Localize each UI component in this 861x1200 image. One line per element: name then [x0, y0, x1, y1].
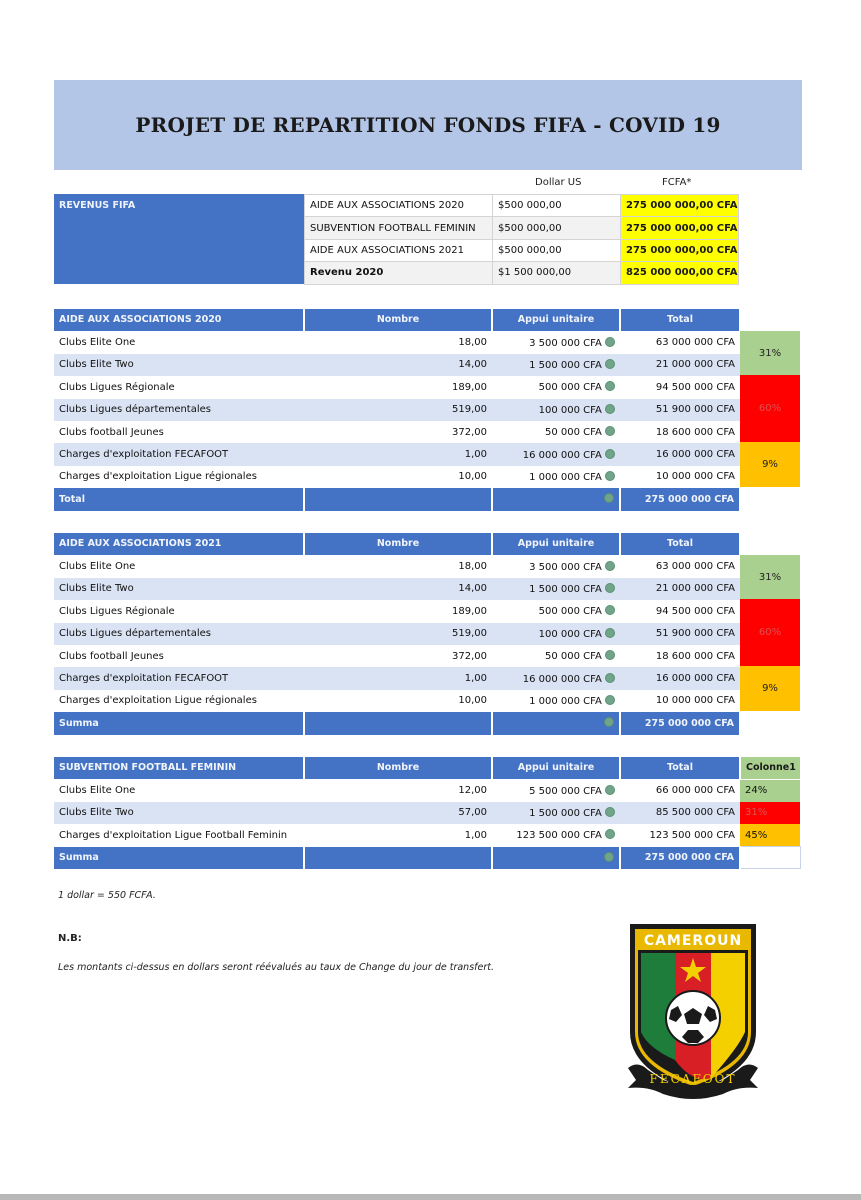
- status-dot-icon: [605, 650, 615, 660]
- total-empty: [304, 488, 492, 510]
- revenus-name: AIDE AUX ASSOCIATIONS 2021: [305, 239, 493, 261]
- table-row: [54, 802, 800, 824]
- row-total: 51 900 000 CFA: [620, 399, 740, 421]
- total-value: 275 000 000 CFA: [620, 847, 740, 869]
- row-nombre: 519,00: [304, 623, 492, 645]
- row-total: 16 000 000 CFA: [620, 443, 740, 465]
- row-pct: 24%: [740, 779, 800, 801]
- revenus-usd: $500 000,00: [493, 217, 621, 239]
- row-pct: 45%: [740, 824, 800, 846]
- status-dot-icon: [605, 426, 615, 436]
- row-nombre: 372,00: [304, 421, 492, 443]
- total-row: [54, 847, 800, 869]
- row-label: Charges d'exploitation Ligue Football Feminin: [54, 824, 304, 846]
- total-row: [54, 488, 740, 510]
- table-row: [54, 466, 740, 488]
- header-cell: Appui unitaire: [492, 309, 620, 331]
- status-dot-icon: [605, 381, 615, 391]
- row-nombre: 57,00: [304, 802, 492, 824]
- total-value: 275 000 000 CFA: [620, 488, 740, 510]
- row-nombre: 14,00: [304, 354, 492, 376]
- row-appui: 50 000 CFA: [492, 645, 620, 667]
- col-fcfa-heading: FCFA*: [662, 177, 692, 188]
- row-nombre: 18,00: [304, 555, 492, 577]
- row-total: 21 000 000 CFA: [620, 578, 740, 600]
- revenus-fcfa: 825 000 000,00 CFA: [621, 262, 739, 284]
- row-nombre: 372,00: [304, 645, 492, 667]
- table-row: [54, 623, 740, 645]
- row-nombre: 18,00: [304, 331, 492, 353]
- row-appui: 3 500 000 CFA: [492, 555, 620, 577]
- table-row: [54, 578, 740, 600]
- status-dot-icon: [605, 561, 615, 571]
- status-dot-icon: [605, 673, 615, 683]
- logo-top-text: CAMEROUN: [643, 933, 743, 949]
- revenus-usd: $500 000,00: [493, 195, 621, 217]
- fecafoot-logo: [618, 920, 768, 1100]
- status-dot-icon: [605, 785, 615, 795]
- row-appui: 500 000 CFA: [492, 376, 620, 398]
- pct-cell: 9%: [740, 666, 800, 711]
- row-label: Clubs football Jeunes: [54, 421, 304, 443]
- row-appui: 123 500 000 CFA: [492, 824, 620, 846]
- table-row: [54, 779, 800, 801]
- row-appui: 100 000 CFA: [492, 623, 620, 645]
- table-row: [54, 667, 740, 689]
- row-total: 85 500 000 CFA: [620, 802, 740, 824]
- row-label: Clubs Elite Two: [54, 802, 304, 824]
- col-dollar-heading: Dollar US: [535, 177, 582, 188]
- pct-cell: 31%: [740, 555, 800, 599]
- title-band: [54, 80, 802, 170]
- header-cell: Appui unitaire: [492, 533, 620, 555]
- revenus-fcfa: 275 000 000,00 CFA: [621, 195, 739, 217]
- row-label: Clubs Ligues Régionale: [54, 600, 304, 622]
- status-dot-icon: [605, 695, 615, 705]
- row-nombre: 14,00: [304, 578, 492, 600]
- total-empty: [304, 712, 492, 734]
- status-dot-icon: [605, 807, 615, 817]
- row-total: 18 600 000 CFA: [620, 645, 740, 667]
- row-appui: 16 000 000 CFA: [492, 667, 620, 689]
- row-appui: 1 500 000 CFA: [492, 578, 620, 600]
- table-row: [54, 376, 740, 398]
- row-nombre: 1,00: [304, 443, 492, 465]
- row-total: 94 500 000 CFA: [620, 600, 740, 622]
- revenus-usd: $500 000,00: [493, 239, 621, 261]
- total-empty: [740, 847, 800, 869]
- total-label: Summa: [54, 847, 304, 869]
- status-dot-icon: [605, 583, 615, 593]
- total-label: Total: [54, 488, 304, 510]
- table-header: [54, 309, 740, 331]
- total-value: 275 000 000 CFA: [620, 712, 740, 734]
- row-total: 94 500 000 CFA: [620, 376, 740, 398]
- table-feminin: [54, 757, 801, 869]
- row-total: 123 500 000 CFA: [620, 824, 740, 846]
- table-row: [54, 331, 740, 353]
- header-cell: Nombre: [304, 757, 492, 779]
- row-total: 63 000 000 CFA: [620, 331, 740, 353]
- table-row: [305, 262, 739, 284]
- table-row: [54, 354, 740, 376]
- header-cell: Appui unitaire: [492, 757, 620, 779]
- table-row: [305, 217, 739, 239]
- table-2021: [54, 533, 741, 735]
- total-dot-cell: [492, 488, 620, 510]
- row-appui: 1 500 000 CFA: [492, 354, 620, 376]
- revenus-fcfa: 275 000 000,00 CFA: [621, 239, 739, 261]
- pct-cell: 31%: [740, 331, 800, 375]
- row-label: Clubs Elite One: [54, 331, 304, 353]
- status-dot-icon: [604, 493, 614, 503]
- row-label: Charges d'exploitation FECAFOOT: [54, 667, 304, 689]
- row-total: 18 600 000 CFA: [620, 421, 740, 443]
- total-label: Summa: [54, 712, 304, 734]
- status-dot-icon: [605, 449, 615, 459]
- header-cell: Nombre: [304, 533, 492, 555]
- row-appui: 1 000 000 CFA: [492, 466, 620, 488]
- row-appui: 3 500 000 CFA: [492, 331, 620, 353]
- row-total: 66 000 000 CFA: [620, 779, 740, 801]
- status-dot-icon: [605, 337, 615, 347]
- row-nombre: 10,00: [304, 690, 492, 712]
- page-title: PROJET DE REPARTITION FONDS FIFA - COVID 19: [135, 113, 721, 137]
- header-cell: Total: [620, 309, 740, 331]
- row-nombre: 1,00: [304, 667, 492, 689]
- row-nombre: 519,00: [304, 399, 492, 421]
- table-2020: [54, 309, 741, 511]
- row-label: Charges d'exploitation Ligue régionales: [54, 690, 304, 712]
- nb-label: N.B:: [58, 933, 82, 944]
- status-dot-icon: [605, 829, 615, 839]
- row-label: Charges d'exploitation FECAFOOT: [54, 443, 304, 465]
- nb-text: Les montants ci-dessus en dollars seront réévalués au taux de Change du jour de transfert.: [58, 962, 494, 973]
- row-nombre: 189,00: [304, 600, 492, 622]
- row-total: 16 000 000 CFA: [620, 667, 740, 689]
- header-cell: SUBVENTION FOOTBALL FEMININ: [54, 757, 304, 779]
- header-cell: Colonne1: [740, 757, 800, 779]
- status-dot-icon: [605, 628, 615, 638]
- row-appui: 50 000 CFA: [492, 421, 620, 443]
- revenus-name: SUBVENTION FOOTBALL FEMININ: [305, 217, 493, 239]
- table-row: [305, 195, 739, 217]
- total-row: [54, 712, 740, 734]
- row-label: Clubs Ligues départementales: [54, 623, 304, 645]
- pct-cell: 9%: [740, 442, 800, 487]
- row-appui: 1 000 000 CFA: [492, 690, 620, 712]
- revenus-name: AIDE AUX ASSOCIATIONS 2020: [305, 195, 493, 217]
- total-dot-cell: [492, 847, 620, 869]
- status-dot-icon: [605, 359, 615, 369]
- revenus-name: Revenu 2020: [305, 262, 493, 284]
- table-row: [54, 555, 740, 577]
- status-dot-icon: [605, 404, 615, 414]
- row-label: Charges d'exploitation Ligue régionales: [54, 466, 304, 488]
- row-total: 10 000 000 CFA: [620, 690, 740, 712]
- revenus-label-cell: [54, 194, 304, 284]
- status-dot-icon: [604, 852, 614, 862]
- total-dot-cell: [492, 712, 620, 734]
- row-total: 21 000 000 CFA: [620, 354, 740, 376]
- status-dot-icon: [605, 605, 615, 615]
- row-total: 63 000 000 CFA: [620, 555, 740, 577]
- row-total: 10 000 000 CFA: [620, 466, 740, 488]
- pct-cell: 60%: [740, 599, 800, 666]
- row-appui: 100 000 CFA: [492, 399, 620, 421]
- row-label: Clubs Ligues départementales: [54, 399, 304, 421]
- status-dot-icon: [605, 471, 615, 481]
- header-cell: AIDE AUX ASSOCIATIONS 2020: [54, 309, 304, 331]
- row-pct: 31%: [740, 802, 800, 824]
- footnote: 1 dollar = 550 FCFA.: [58, 890, 156, 901]
- row-nombre: 12,00: [304, 779, 492, 801]
- total-empty: [304, 847, 492, 869]
- table-row: [54, 600, 740, 622]
- row-label: Clubs Elite One: [54, 555, 304, 577]
- row-appui: 1 500 000 CFA: [492, 802, 620, 824]
- row-nombre: 10,00: [304, 466, 492, 488]
- table-header: [54, 757, 800, 779]
- revenus-fcfa: 275 000 000,00 CFA: [621, 217, 739, 239]
- pct-cell: 60%: [740, 375, 800, 442]
- header-cell: Total: [620, 757, 740, 779]
- table-row: [54, 690, 740, 712]
- header-cell: AIDE AUX ASSOCIATIONS 2021: [54, 533, 304, 555]
- row-label: Clubs football Jeunes: [54, 645, 304, 667]
- table-row: [54, 399, 740, 421]
- row-label: Clubs Elite Two: [54, 354, 304, 376]
- revenus-label: REVENUS FIFA: [59, 200, 136, 211]
- row-nombre: 1,00: [304, 824, 492, 846]
- row-label: Clubs Elite One: [54, 779, 304, 801]
- logo-bottom-text: FECAFOOT: [649, 1072, 737, 1086]
- row-total: 51 900 000 CFA: [620, 623, 740, 645]
- bottom-border: [0, 1194, 861, 1200]
- table-header: [54, 533, 740, 555]
- row-nombre: 189,00: [304, 376, 492, 398]
- status-dot-icon: [604, 717, 614, 727]
- header-cell: Total: [620, 533, 740, 555]
- row-label: Clubs Elite Two: [54, 578, 304, 600]
- row-appui: 16 000 000 CFA: [492, 443, 620, 465]
- header-cell: Nombre: [304, 309, 492, 331]
- table-row: [54, 824, 800, 846]
- row-label: Clubs Ligues Régionale: [54, 376, 304, 398]
- revenus-table: [304, 194, 739, 285]
- table-row: [54, 443, 740, 465]
- row-appui: 5 500 000 CFA: [492, 779, 620, 801]
- table-row: [305, 239, 739, 261]
- table-row: [54, 421, 740, 443]
- table-row: [54, 645, 740, 667]
- row-appui: 500 000 CFA: [492, 600, 620, 622]
- revenus-usd: $1 500 000,00: [493, 262, 621, 284]
